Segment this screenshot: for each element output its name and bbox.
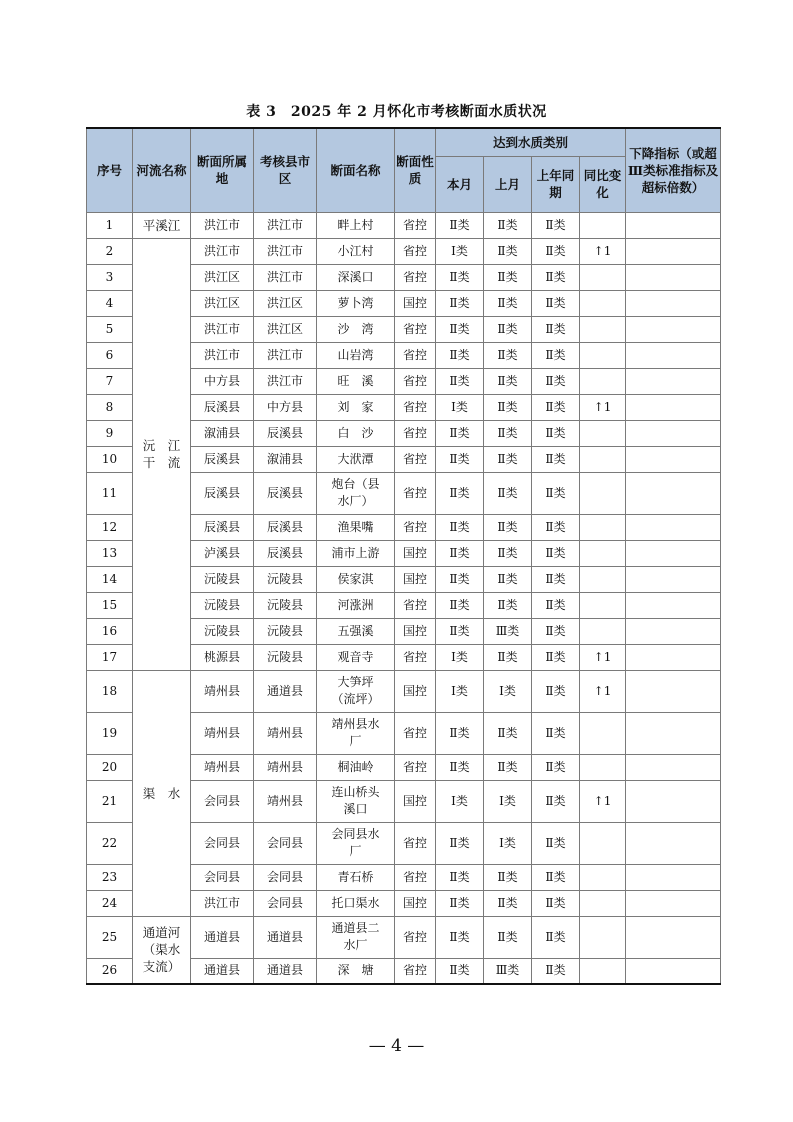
quality-last-month: Ⅱ类 — [484, 566, 532, 592]
section-nature: 省控 — [395, 316, 436, 342]
quality-this-month: Ⅱ类 — [436, 446, 484, 472]
header-location: 断面所属地 — [191, 128, 254, 212]
table-title: 表 3 2025 年 2 月怀化市考核断面水质状况 — [246, 104, 547, 120]
quality-last-month: Ⅱ类 — [484, 394, 532, 420]
row-number: 18 — [87, 670, 133, 712]
section-name: 观音寺 — [317, 644, 395, 670]
section-location: 洪江市 — [191, 890, 254, 916]
section-location: 沅陵县 — [191, 592, 254, 618]
assessment-county: 辰溪县 — [254, 420, 317, 446]
quality-last-month: Ⅲ类 — [484, 958, 532, 984]
quality-last-month: Ⅱ类 — [484, 916, 532, 958]
quality-last-month: Ⅱ类 — [484, 592, 532, 618]
yoy-change — [580, 618, 626, 644]
decline-indicator — [626, 394, 721, 420]
row-number: 17 — [87, 644, 133, 670]
section-name: 靖州县水 厂 — [317, 712, 395, 754]
section-name: 浦市上游 — [317, 540, 395, 566]
quality-last-year: Ⅱ类 — [532, 472, 580, 514]
quality-last-month: Ⅱ类 — [484, 514, 532, 540]
river-name-cell: 通道河（渠水支流） — [133, 916, 191, 984]
decline-indicator — [626, 670, 721, 712]
quality-last-year: Ⅱ类 — [532, 754, 580, 780]
quality-last-month: Ⅱ类 — [484, 754, 532, 780]
quality-this-month: Ⅱ类 — [436, 472, 484, 514]
header-quality-group: 达到水质类别 — [436, 128, 626, 156]
quality-last-month: Ⅱ类 — [484, 264, 532, 290]
quality-last-year: Ⅱ类 — [532, 238, 580, 264]
section-nature: 省控 — [395, 644, 436, 670]
row-number: 26 — [87, 958, 133, 984]
assessment-county: 辰溪县 — [254, 540, 317, 566]
section-nature: 省控 — [395, 368, 436, 394]
header-yoy: 同比变化 — [580, 156, 626, 212]
row-number: 22 — [87, 822, 133, 864]
decline-indicator — [626, 212, 721, 238]
section-nature: 省控 — [395, 822, 436, 864]
section-name: 沙 湾 — [317, 316, 395, 342]
header-county: 考核县市区 — [254, 128, 317, 212]
assessment-county: 辰溪县 — [254, 472, 317, 514]
section-location: 会同县 — [191, 822, 254, 864]
decline-indicator — [626, 514, 721, 540]
section-nature: 省控 — [395, 472, 436, 514]
row-number: 4 — [87, 290, 133, 316]
yoy-change — [580, 566, 626, 592]
section-name: 炮台（县水厂） — [317, 472, 395, 514]
section-name: 河涨洲 — [317, 592, 395, 618]
row-number: 24 — [87, 890, 133, 916]
yoy-change: ↑1 — [580, 670, 626, 712]
yoy-change — [580, 916, 626, 958]
decline-indicator — [626, 446, 721, 472]
river-name-cell: 渠 水 — [133, 670, 191, 916]
section-location: 泸溪县 — [191, 540, 254, 566]
quality-this-month: Ⅰ类 — [436, 780, 484, 822]
row-number: 13 — [87, 540, 133, 566]
section-name: 旺 溪 — [317, 368, 395, 394]
row-number: 7 — [87, 368, 133, 394]
quality-last-year: Ⅱ类 — [532, 822, 580, 864]
assessment-county: 沅陵县 — [254, 644, 317, 670]
quality-this-month: Ⅰ类 — [436, 644, 484, 670]
section-nature: 国控 — [395, 540, 436, 566]
section-name: 五强溪 — [317, 618, 395, 644]
quality-last-year: Ⅱ类 — [532, 514, 580, 540]
section-nature: 省控 — [395, 712, 436, 754]
quality-last-month: Ⅲ类 — [484, 618, 532, 644]
section-name: 大笋坪（流坪） — [317, 670, 395, 712]
quality-last-year: Ⅱ类 — [532, 864, 580, 890]
section-location: 会同县 — [191, 864, 254, 890]
decline-indicator — [626, 290, 721, 316]
quality-last-year: Ⅱ类 — [532, 540, 580, 566]
row-number: 23 — [87, 864, 133, 890]
decline-indicator — [626, 540, 721, 566]
section-location: 沅陵县 — [191, 618, 254, 644]
quality-last-year: Ⅱ类 — [532, 644, 580, 670]
quality-last-month: Ⅱ类 — [484, 864, 532, 890]
assessment-county: 靖州县 — [254, 754, 317, 780]
quality-last-year: Ⅱ类 — [532, 316, 580, 342]
yoy-change — [580, 472, 626, 514]
section-nature: 省控 — [395, 342, 436, 368]
table-row — [87, 238, 721, 264]
header-section: 断面名称 — [317, 128, 395, 212]
yoy-change: ↑1 — [580, 394, 626, 420]
decline-indicator — [626, 420, 721, 446]
row-number: 16 — [87, 618, 133, 644]
section-name: 托口渠水 — [317, 890, 395, 916]
yoy-change — [580, 420, 626, 446]
yoy-change — [580, 754, 626, 780]
section-name: 侯家淇 — [317, 566, 395, 592]
row-number: 25 — [87, 916, 133, 958]
yoy-change: ↑1 — [580, 644, 626, 670]
quality-last-month: Ⅱ类 — [484, 472, 532, 514]
yoy-change — [580, 514, 626, 540]
quality-last-month: Ⅱ类 — [484, 342, 532, 368]
yoy-change: ↑1 — [580, 238, 626, 264]
decline-indicator — [626, 368, 721, 394]
quality-last-month: Ⅱ类 — [484, 238, 532, 264]
page-number: — 4 — — [368, 1036, 425, 1056]
section-name: 刘 家 — [317, 394, 395, 420]
quality-this-month: Ⅱ类 — [436, 890, 484, 916]
section-name: 会同县水 厂 — [317, 822, 395, 864]
assessment-county: 通道县 — [254, 916, 317, 958]
quality-last-month: Ⅱ类 — [484, 712, 532, 754]
assessment-county: 通道县 — [254, 958, 317, 984]
quality-last-month: Ⅱ类 — [484, 540, 532, 566]
quality-last-month: Ⅱ类 — [484, 890, 532, 916]
decline-indicator — [626, 916, 721, 958]
assessment-county: 洪江市 — [254, 238, 317, 264]
table-row — [87, 212, 721, 238]
yoy-change — [580, 890, 626, 916]
section-location: 通道县 — [191, 916, 254, 958]
river-name-cell: 沅 江 干 流 — [133, 238, 191, 670]
decline-indicator — [626, 566, 721, 592]
quality-last-year: Ⅱ类 — [532, 566, 580, 592]
assessment-county: 会同县 — [254, 822, 317, 864]
section-name: 连山桥头溪口 — [317, 780, 395, 822]
section-nature: 省控 — [395, 916, 436, 958]
section-nature: 国控 — [395, 618, 436, 644]
quality-this-month: Ⅱ类 — [436, 712, 484, 754]
yoy-change — [580, 864, 626, 890]
section-location: 辰溪县 — [191, 446, 254, 472]
assessment-county: 会同县 — [254, 864, 317, 890]
section-nature: 省控 — [395, 212, 436, 238]
quality-this-month: Ⅱ类 — [436, 316, 484, 342]
table-row — [87, 670, 721, 712]
quality-last-year: Ⅱ类 — [532, 618, 580, 644]
section-location: 辰溪县 — [191, 472, 254, 514]
section-location: 洪江区 — [191, 290, 254, 316]
quality-this-month: Ⅱ类 — [436, 618, 484, 644]
quality-last-year: Ⅱ类 — [532, 890, 580, 916]
section-name: 山岩湾 — [317, 342, 395, 368]
yoy-change — [580, 712, 626, 754]
section-location: 洪江市 — [191, 316, 254, 342]
assessment-county: 洪江市 — [254, 212, 317, 238]
row-number: 20 — [87, 754, 133, 780]
section-name: 深溪口 — [317, 264, 395, 290]
assessment-county: 中方县 — [254, 394, 317, 420]
section-name: 大洑潭 — [317, 446, 395, 472]
section-name: 畔上村 — [317, 212, 395, 238]
quality-last-month: Ⅰ类 — [484, 780, 532, 822]
decline-indicator — [626, 958, 721, 984]
section-location: 溆浦县 — [191, 420, 254, 446]
header-seq: 序号 — [87, 128, 133, 212]
section-nature: 省控 — [395, 514, 436, 540]
row-number: 19 — [87, 712, 133, 754]
quality-last-month: Ⅱ类 — [484, 446, 532, 472]
row-number: 5 — [87, 316, 133, 342]
section-name: 深 塘 — [317, 958, 395, 984]
section-name: 青石桥 — [317, 864, 395, 890]
row-number: 10 — [87, 446, 133, 472]
decline-indicator — [626, 864, 721, 890]
section-nature: 国控 — [395, 290, 436, 316]
quality-last-month: Ⅱ类 — [484, 420, 532, 446]
decline-indicator — [626, 712, 721, 754]
header-indicator: 下降指标（或超Ⅲ类标准指标及超标倍数） — [626, 128, 721, 212]
quality-this-month: Ⅱ类 — [436, 540, 484, 566]
quality-last-month: Ⅱ类 — [484, 290, 532, 316]
section-nature: 省控 — [395, 754, 436, 780]
quality-this-month: Ⅱ类 — [436, 264, 484, 290]
row-number: 14 — [87, 566, 133, 592]
section-location: 洪江区 — [191, 264, 254, 290]
yoy-change: ↑1 — [580, 780, 626, 822]
section-location: 中方县 — [191, 368, 254, 394]
header-river: 河流名称 — [133, 128, 191, 212]
quality-this-month: Ⅰ类 — [436, 394, 484, 420]
section-location: 靖州县 — [191, 670, 254, 712]
section-location: 辰溪县 — [191, 394, 254, 420]
table-row — [87, 916, 721, 958]
assessment-county: 溆浦县 — [254, 446, 317, 472]
section-location: 会同县 — [191, 780, 254, 822]
section-name: 白 沙 — [317, 420, 395, 446]
quality-last-year: Ⅱ类 — [532, 916, 580, 958]
decline-indicator — [626, 342, 721, 368]
row-number: 12 — [87, 514, 133, 540]
section-nature: 省控 — [395, 394, 436, 420]
quality-last-year: Ⅱ类 — [532, 592, 580, 618]
yoy-change — [580, 342, 626, 368]
quality-last-year: Ⅱ类 — [532, 290, 580, 316]
section-nature: 省控 — [395, 592, 436, 618]
decline-indicator — [626, 822, 721, 864]
quality-last-year: Ⅱ类 — [532, 212, 580, 238]
quality-last-year: Ⅱ类 — [532, 420, 580, 446]
quality-this-month: Ⅱ类 — [436, 822, 484, 864]
quality-last-year: Ⅱ类 — [532, 394, 580, 420]
table-body — [87, 212, 721, 984]
quality-last-year: Ⅱ类 — [532, 446, 580, 472]
quality-last-year: Ⅱ类 — [532, 670, 580, 712]
quality-this-month: Ⅱ类 — [436, 916, 484, 958]
decline-indicator — [626, 472, 721, 514]
section-name: 通道县二水厂 — [317, 916, 395, 958]
header-this-month: 本月 — [436, 156, 484, 212]
section-location: 沅陵县 — [191, 566, 254, 592]
yoy-change — [580, 592, 626, 618]
yoy-change — [580, 368, 626, 394]
quality-this-month: Ⅱ类 — [436, 420, 484, 446]
quality-last-month: Ⅰ类 — [484, 670, 532, 712]
quality-last-month: Ⅱ类 — [484, 644, 532, 670]
yoy-change — [580, 958, 626, 984]
assessment-county: 洪江区 — [254, 316, 317, 342]
quality-last-month: Ⅱ类 — [484, 212, 532, 238]
decline-indicator — [626, 644, 721, 670]
row-number: 3 — [87, 264, 133, 290]
quality-last-month: Ⅱ类 — [484, 368, 532, 394]
decline-indicator — [626, 238, 721, 264]
decline-indicator — [626, 618, 721, 644]
row-number: 21 — [87, 780, 133, 822]
row-number: 1 — [87, 212, 133, 238]
section-location: 靖州县 — [191, 712, 254, 754]
section-location: 靖州县 — [191, 754, 254, 780]
yoy-change — [580, 290, 626, 316]
assessment-county: 洪江市 — [254, 264, 317, 290]
quality-this-month: Ⅱ类 — [436, 566, 484, 592]
assessment-county: 通道县 — [254, 670, 317, 712]
river-name-cell: 平溪江 — [133, 212, 191, 238]
section-nature: 省控 — [395, 238, 436, 264]
row-number: 8 — [87, 394, 133, 420]
section-nature: 省控 — [395, 420, 436, 446]
decline-indicator — [626, 890, 721, 916]
section-name: 萝卜湾 — [317, 290, 395, 316]
quality-this-month: Ⅱ类 — [436, 342, 484, 368]
yoy-change — [580, 540, 626, 566]
assessment-county: 靖州县 — [254, 712, 317, 754]
row-number: 6 — [87, 342, 133, 368]
quality-this-month: Ⅰ类 — [436, 670, 484, 712]
row-number: 11 — [87, 472, 133, 514]
yoy-change — [580, 822, 626, 864]
section-name: 桐油岭 — [317, 754, 395, 780]
yoy-change — [580, 212, 626, 238]
section-nature: 国控 — [395, 780, 436, 822]
section-name: 渔果嘴 — [317, 514, 395, 540]
assessment-county: 沅陵县 — [254, 566, 317, 592]
section-nature: 国控 — [395, 890, 436, 916]
quality-last-month: Ⅱ类 — [484, 316, 532, 342]
assessment-county: 洪江市 — [254, 368, 317, 394]
quality-last-month: Ⅰ类 — [484, 822, 532, 864]
assessment-county: 靖州县 — [254, 780, 317, 822]
assessment-county: 洪江市 — [254, 342, 317, 368]
section-nature: 省控 — [395, 958, 436, 984]
section-nature: 省控 — [395, 264, 436, 290]
assessment-county: 会同县 — [254, 890, 317, 916]
assessment-county: 辰溪县 — [254, 514, 317, 540]
assessment-county: 沅陵县 — [254, 592, 317, 618]
quality-this-month: Ⅱ类 — [436, 864, 484, 890]
yoy-change — [580, 264, 626, 290]
assessment-county: 沅陵县 — [254, 618, 317, 644]
section-location: 洪江市 — [191, 212, 254, 238]
decline-indicator — [626, 592, 721, 618]
header-last-year: 上年同期 — [532, 156, 580, 212]
row-number: 2 — [87, 238, 133, 264]
quality-last-year: Ⅱ类 — [532, 780, 580, 822]
section-name: 小江村 — [317, 238, 395, 264]
water-quality-table — [86, 127, 721, 985]
quality-this-month: Ⅱ类 — [436, 958, 484, 984]
quality-last-year: Ⅱ类 — [532, 264, 580, 290]
decline-indicator — [626, 780, 721, 822]
quality-this-month: Ⅱ类 — [436, 592, 484, 618]
quality-this-month: Ⅰ类 — [436, 238, 484, 264]
quality-last-year: Ⅱ类 — [532, 368, 580, 394]
section-location: 辰溪县 — [191, 514, 254, 540]
header-last-month: 上月 — [484, 156, 532, 212]
yoy-change — [580, 316, 626, 342]
quality-this-month: Ⅱ类 — [436, 368, 484, 394]
quality-last-year: Ⅱ类 — [532, 958, 580, 984]
decline-indicator — [626, 264, 721, 290]
row-number: 9 — [87, 420, 133, 446]
quality-this-month: Ⅱ类 — [436, 754, 484, 780]
section-nature: 国控 — [395, 670, 436, 712]
quality-last-year: Ⅱ类 — [532, 712, 580, 754]
section-nature: 省控 — [395, 864, 436, 890]
header-nature: 断面性质 — [395, 128, 436, 212]
section-nature: 国控 — [395, 566, 436, 592]
decline-indicator — [626, 754, 721, 780]
quality-last-year: Ⅱ类 — [532, 342, 580, 368]
section-nature: 省控 — [395, 446, 436, 472]
section-location: 通道县 — [191, 958, 254, 984]
row-number: 15 — [87, 592, 133, 618]
yoy-change — [580, 446, 626, 472]
assessment-county: 洪江区 — [254, 290, 317, 316]
section-location: 洪江市 — [191, 238, 254, 264]
section-location: 桃源县 — [191, 644, 254, 670]
quality-this-month: Ⅱ类 — [436, 212, 484, 238]
quality-this-month: Ⅱ类 — [436, 290, 484, 316]
section-location: 洪江市 — [191, 342, 254, 368]
decline-indicator — [626, 316, 721, 342]
quality-this-month: Ⅱ类 — [436, 514, 484, 540]
